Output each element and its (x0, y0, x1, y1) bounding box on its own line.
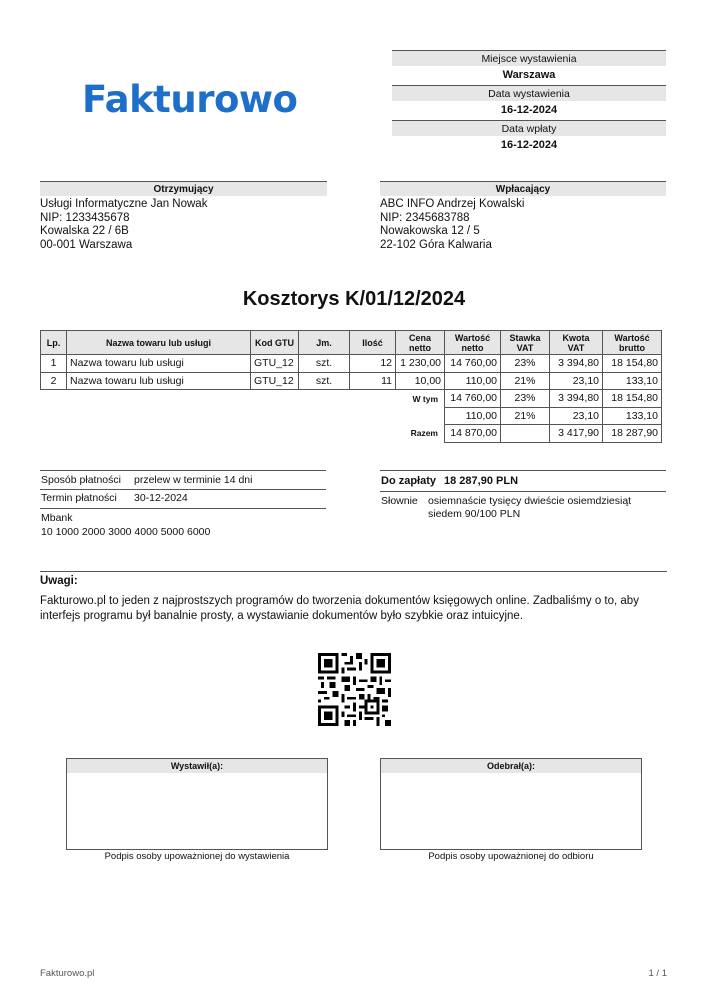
cell-gross-value: 133,10 (603, 372, 662, 390)
issue-date-value: 16-12-2024 (500, 104, 558, 116)
cell-lp: 2 (41, 372, 67, 390)
col-gross-value: Wartość brutto (603, 331, 662, 355)
table-row (41, 372, 662, 390)
total-label: Razem (410, 428, 438, 439)
issuer-signature-heading: Wystawił(a): (67, 759, 327, 773)
issue-date-label: Data wystawienia (392, 85, 666, 101)
subtotal-row (41, 407, 662, 425)
bank-name: Mbank (41, 512, 73, 524)
recipient-city: 00-001 Warszawa (40, 238, 133, 251)
subtotal-gross-value: 18 154,80 (603, 390, 662, 408)
notes-title: Uwagi: (40, 575, 78, 587)
subtotal-row (41, 390, 662, 408)
payment-due-label: Termin płatności (41, 492, 117, 504)
footer-site: Fakturowo.pl (40, 968, 95, 979)
footer-page-number: 1 / 1 (648, 968, 667, 979)
fakturowo-logo: Fakturowo (82, 78, 298, 121)
recipient-name: Usługi Informatyczne Jan Nowak (40, 198, 208, 210)
receiver-signature-box (380, 758, 642, 850)
payer-block (380, 181, 666, 252)
col-gtu: Kod GTU (251, 331, 299, 355)
total-net-value: 14 870,00 (445, 425, 501, 443)
subtotal-vat-amount: 3 394,80 (550, 390, 603, 408)
items-table (40, 330, 662, 443)
col-unit: Jm. (299, 331, 350, 355)
col-name: Nazwa towaru lub usługi (67, 331, 251, 355)
receiver-signature-caption: Podpis osoby upoważnionej do odbioru (428, 851, 594, 862)
amount-due-row (380, 471, 666, 491)
table-header-row (41, 331, 662, 355)
issuer-signature-box (66, 758, 328, 850)
subtotals-label: W tym (412, 393, 438, 404)
cell-vat-amount: 23,10 (550, 372, 603, 390)
cell-gtu: GTU_12 (251, 355, 299, 373)
amount-due-label: Do zapłaty (381, 475, 437, 487)
total-gross-value: 18 287,90 (603, 425, 662, 443)
cell-unit: szt. (299, 372, 350, 390)
total-row (41, 425, 662, 443)
cell-vat-rate: 21% (501, 372, 550, 390)
cell-unit: szt. (299, 355, 350, 373)
payment-date-label: Data wpłaty (392, 120, 666, 136)
payer-city: 22-102 Góra Kalwaria (380, 238, 492, 251)
payment-due-value: 30-12-2024 (134, 492, 188, 504)
cell-gross-value: 18 154,80 (603, 355, 662, 373)
recipient-nip: NIP: 1233435678 (40, 211, 130, 224)
cell-net-value: 110,00 (445, 372, 501, 390)
payment-method-label: Sposób płatności (41, 474, 121, 486)
receiver-signature-heading: Odebrał(a): (381, 759, 641, 773)
cell-vat-amount: 3 394,80 (550, 355, 603, 373)
place-value: Warszawa (502, 69, 556, 81)
notes-divider (40, 571, 667, 572)
recipient-street: Kowalska 22 / 6B (40, 225, 129, 237)
cell-qty: 12 (350, 355, 396, 373)
recipient-heading: Otrzymujący (40, 181, 327, 196)
payment-method-value: przelew w terminie 14 dni (134, 474, 253, 486)
subtotal-net-value: 14 760,00 (445, 390, 501, 408)
subtotal-vat-rate: 21% (501, 407, 550, 425)
document-title: Kosztorys K/01/12/2024 (242, 288, 466, 310)
recipient-block (40, 181, 327, 252)
col-net-value: Wartość netto (445, 331, 501, 355)
payer-nip: NIP: 2345683788 (380, 211, 470, 224)
document-meta (392, 50, 666, 155)
in-words-label: Słownie (381, 495, 418, 507)
bank-account: 10 1000 2000 3000 4000 5000 6000 (41, 526, 211, 538)
payment-due-row (40, 490, 326, 508)
col-qty: Ilość (350, 331, 396, 355)
subtotal-net-value: 110,00 (445, 407, 501, 425)
total-vat-rate (501, 425, 550, 443)
subtotal-vat-amount: 23,10 (550, 407, 603, 425)
amount-due-block (380, 470, 666, 520)
place-label: Miejsce wystawienia (392, 50, 666, 66)
cell-qty: 11 (350, 372, 396, 390)
payer-heading: Wpłacający (380, 181, 666, 196)
in-words-value: osiemnaście tysięcy dwieście osiemdziesiąt siedem 90/100 PLN (428, 495, 632, 520)
col-vat-amount: Kwota VAT (550, 331, 603, 355)
cell-net-price: 10,00 (396, 372, 445, 390)
cell-lp: 1 (41, 355, 67, 373)
col-net-price: Cena netto (396, 331, 445, 355)
table-row (41, 355, 662, 373)
cell-net-price: 1 230,00 (396, 355, 445, 373)
payer-name: ABC INFO Andrzej Kowalski (380, 198, 525, 210)
payer-street: Nowakowska 12 / 5 (380, 225, 480, 237)
qr-code (318, 653, 391, 726)
cell-name: Nazwa towaru lub usługi (67, 355, 251, 373)
col-lp: Lp. (41, 331, 67, 355)
notes-text: Fakturowo.pl to jeden z najprostszych programów do tworzenia dokumentów księgowych online. Zadbaliśmy o to, aby interfejs programu był banalnie prosty, a wystawianie dokumentów było szybkie oraz intuicyjne. (40, 595, 639, 622)
subtotal-vat-rate: 23% (501, 390, 550, 408)
amount-due-value: 18 287,90 PLN (444, 475, 519, 487)
col-vat-rate: Stawka VAT (501, 331, 550, 355)
cell-net-value: 14 760,00 (445, 355, 501, 373)
payment-date-value: 16-12-2024 (500, 139, 558, 151)
amount-in-words-row (380, 492, 666, 520)
payment-details (40, 470, 326, 539)
cell-gtu: GTU_12 (251, 372, 299, 390)
payment-method-row (40, 471, 326, 489)
cell-name: Nazwa towaru lub usługi (67, 372, 251, 390)
total-vat-amount: 3 417,90 (550, 425, 603, 443)
issuer-signature-caption: Podpis osoby upoważnionej do wystawienia (104, 851, 290, 862)
cell-vat-rate: 23% (501, 355, 550, 373)
subtotal-gross-value: 133,10 (603, 407, 662, 425)
